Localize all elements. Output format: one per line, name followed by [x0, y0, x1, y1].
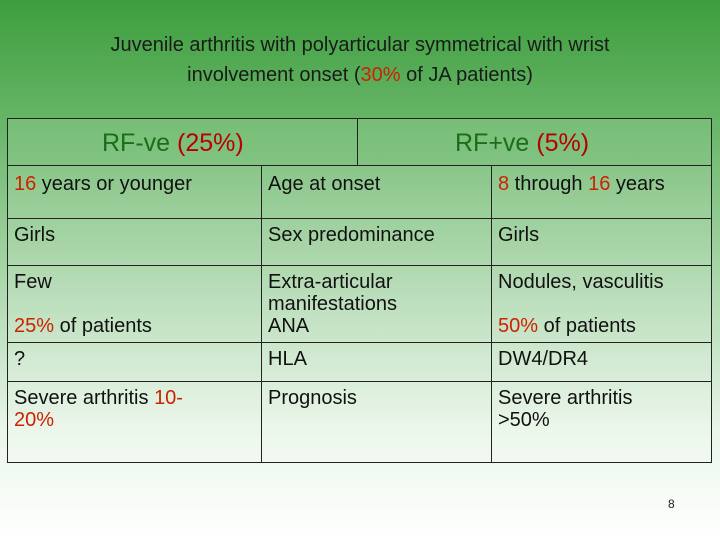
cell-rf-negative: [8, 166, 262, 219]
table-row: [8, 266, 712, 343]
cell-feature: [262, 266, 492, 343]
page-number: 8: [668, 497, 675, 511]
comparison-table: [7, 165, 712, 463]
group-label-rf-positive: RF+ve: [455, 129, 530, 157]
cell-feature: Sex predominance: [262, 219, 492, 266]
table-row: [8, 382, 712, 463]
cell-number: 16: [14, 173, 37, 195]
cell-line: [14, 315, 255, 337]
group-header-rf-positive: [357, 118, 712, 166]
cell-line: [498, 315, 705, 337]
cell-rf-negative: [8, 382, 262, 463]
cell-number: 16: [588, 173, 611, 195]
slide-title: [0, 30, 720, 90]
cell-rf-positive: [492, 266, 712, 343]
cell-feature: Age at onset: [262, 166, 492, 219]
cell-rf-positive: DW4/DR4: [492, 343, 712, 382]
cell-text: Few: [14, 271, 52, 293]
cell-text: years or younger: [36, 173, 192, 195]
cell-text: through: [509, 173, 589, 195]
group-percent-rf-negative: (25%): [177, 129, 244, 157]
cell-line: Severe arthritis: [498, 387, 633, 409]
table-row: [8, 219, 712, 266]
cell-feature: HLA: [262, 343, 492, 382]
cell-line: [14, 387, 255, 409]
cell-number: 8: [498, 173, 510, 195]
cell-rf-positive: [492, 382, 712, 463]
title-percent: 30%: [360, 64, 401, 86]
cell-rf-negative: [8, 266, 262, 343]
cell-percent: 25%: [14, 315, 55, 337]
group-percent-rf-positive: (5%): [536, 129, 590, 157]
title-line-2-post: of JA patients): [400, 64, 533, 86]
table-row: [8, 343, 712, 382]
cell-percent: 50%: [498, 315, 539, 337]
title-line-1: Juvenile arthritis with polyarticular symmetrical with wrist: [110, 34, 610, 56]
cell-rf-negative: Girls: [8, 219, 262, 266]
cell-text: Nodules, vasculitis: [498, 271, 664, 293]
cell-text: of patients: [538, 315, 636, 337]
cell-stack: [498, 271, 705, 337]
group-label-rf-negative: RF-ve: [102, 129, 171, 157]
cell-text: Severe arthritis: [14, 387, 155, 409]
cell-stack: [14, 271, 255, 337]
title-line-2-pre: involvement onset (: [187, 64, 361, 86]
cell-line: manifestations: [268, 293, 397, 315]
cell-rf-negative: ?: [8, 343, 262, 382]
cell-line: ANA: [268, 315, 310, 337]
cell-rf-positive: Girls: [492, 219, 712, 266]
cell-text: of patients: [54, 315, 152, 337]
table-row: [8, 166, 712, 219]
cell-percent: 20%: [14, 409, 55, 431]
cell-rf-positive: [492, 166, 712, 219]
cell-text: years: [610, 173, 665, 195]
cell-line: Extra-articular: [268, 271, 393, 293]
cell-percent: 10-: [154, 387, 183, 409]
title-line-2: [0, 60, 720, 90]
group-header-rf-negative: [7, 118, 358, 166]
cell-line: >50%: [498, 409, 550, 431]
cell-feature: Prognosis: [262, 382, 492, 463]
